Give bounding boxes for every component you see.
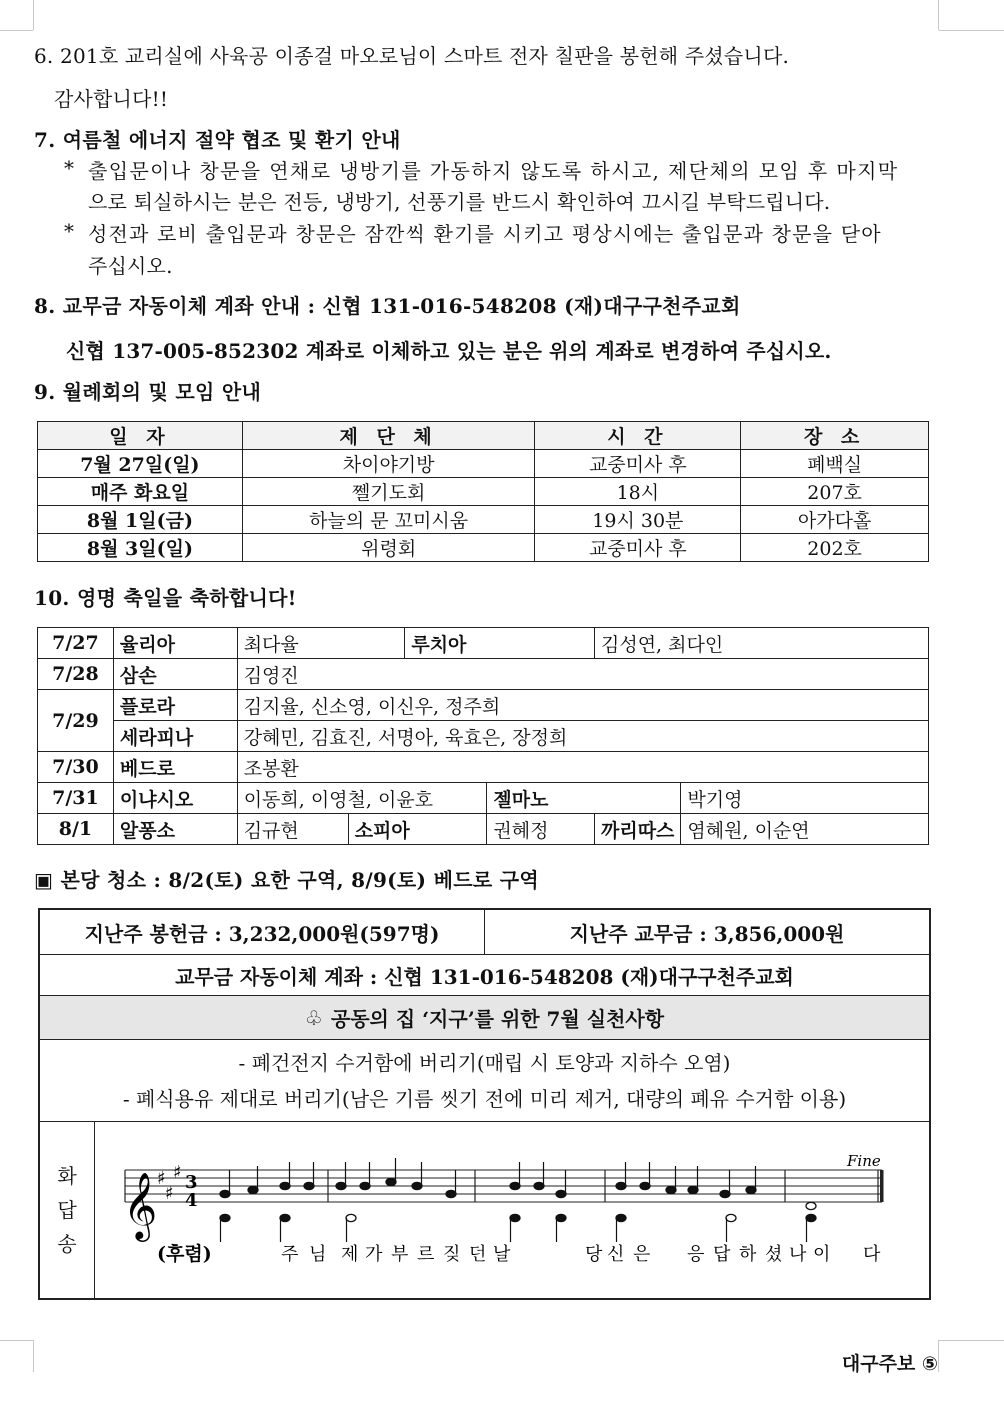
notice-6-line2: 감사합니다!!	[54, 87, 169, 111]
note-head	[446, 1190, 456, 1197]
psalm-row	[40, 1122, 929, 1298]
table-row	[38, 534, 929, 562]
lyric-syllable: 날	[493, 1244, 511, 1265]
note-head	[304, 1182, 314, 1189]
lyric-syllable: 제	[341, 1244, 359, 1265]
note-head	[220, 1214, 230, 1221]
notice-10-title: 10. 영명 축일을 축하합니다!	[34, 586, 297, 610]
note-head	[280, 1182, 290, 1189]
member-names: 김영진	[237, 659, 928, 690]
feast-date: 7/30	[38, 752, 114, 783]
note-head	[688, 1186, 698, 1193]
club-icon: ♧	[304, 1005, 323, 1030]
offering-row	[40, 910, 929, 955]
feast-date: 7/28	[38, 659, 114, 690]
psalm-label	[40, 1122, 95, 1298]
lyric-syllable: 가	[365, 1244, 383, 1265]
last-week-offering: 지난주 봉헌금 : 3,232,000원(597명)	[40, 910, 485, 954]
meeting-schedule-table	[37, 421, 929, 562]
note-head	[360, 1182, 370, 1189]
lyric-syllable: 님	[309, 1244, 327, 1265]
notice-9-title: 9. 월례회의 및 모임 안내	[34, 380, 262, 404]
crop-mark	[33, 1340, 34, 1372]
psalm-label-char: 답	[57, 1198, 77, 1222]
notice-6-line1: 6. 201호 교리실에 사육공 이종걸 마오로님이 스마트 전자 칠판을 봉헌해 주셨습니다.	[34, 44, 790, 68]
time-signature-bottom: 4	[185, 1190, 198, 1211]
col-header-place: 장 소	[741, 422, 929, 450]
practice-item-2: - 폐식용유 제대로 버리기(남은 기름 씻기 전에 미리 제거, 대량의 폐유 수거함 이용)	[122, 1086, 847, 1111]
lyric-syllable: 당	[585, 1244, 603, 1265]
note-head	[248, 1186, 258, 1193]
psalm-label-char: 화	[57, 1164, 77, 1188]
saint-name: 세라피나	[113, 721, 237, 752]
member-names: 김규현	[237, 814, 348, 845]
cell-place: 207호	[741, 478, 929, 506]
cell-time: 19시 30분	[535, 506, 741, 534]
feast-date: 7/31	[38, 783, 114, 814]
square-marker-icon: ▣	[34, 868, 54, 892]
treble-clef-icon: 𝄞	[123, 1171, 158, 1239]
saint-name: 알퐁소	[113, 814, 237, 845]
final-bar-line	[880, 1170, 884, 1202]
crop-mark	[33, 0, 34, 30]
lyrics	[281, 1243, 881, 1265]
feast-date: 7/27	[38, 628, 114, 659]
notice-8-line2: 신협 137-005-852302 계좌로 이체하고 있는 분은 위의 계좌로 변경하여 주십시오.	[66, 339, 832, 363]
lyric-syllable: 응	[687, 1244, 705, 1265]
cleaning-notice	[34, 864, 539, 893]
saint-name: 이냐시오	[113, 783, 237, 814]
lyric-syllable: 이	[813, 1244, 831, 1265]
note-head	[346, 1214, 356, 1221]
table-row	[38, 659, 929, 690]
lyric-syllable: 은	[633, 1244, 651, 1265]
table-row	[38, 783, 929, 814]
lyric-syllable: 신	[607, 1244, 625, 1265]
note-head	[336, 1182, 346, 1189]
bullet-marker: *	[64, 219, 74, 243]
psalm-score	[95, 1122, 929, 1298]
music-notes	[220, 1158, 816, 1242]
crop-mark	[938, 1340, 939, 1372]
table-row	[38, 450, 929, 478]
notice-7-bullet2-line1: 성전과 로비 출입문과 창문은 잠깐씩 환기를 시키고 평상시에는 출입문과 창문을 닫아	[88, 222, 882, 246]
practice-item-1: - 폐건전지 수거함에 버리기(매립 시 토양과 지하수 오염)	[238, 1050, 731, 1075]
cell-place: 202호	[741, 534, 929, 562]
table-row	[38, 814, 929, 845]
lyric-syllable: 나	[789, 1244, 807, 1265]
saint-name: 플로라	[113, 690, 237, 721]
notice-7-bullet2-line2: 주십시오.	[88, 254, 173, 278]
notice-7-title: 7. 여름철 에너지 절약 협조 및 환기 안내	[34, 128, 401, 152]
note-head	[806, 1214, 816, 1221]
feast-day-table	[37, 627, 929, 845]
saint-name: 율리아	[113, 628, 237, 659]
note-head	[746, 1186, 756, 1193]
note-head	[220, 1190, 230, 1197]
note-head	[386, 1178, 396, 1185]
note-head	[534, 1182, 544, 1189]
crop-mark	[0, 1340, 33, 1341]
table-header-row	[38, 422, 929, 450]
note-head	[720, 1190, 730, 1197]
cell-date: 매주 화요일	[38, 478, 243, 506]
lyric-syllable: 다	[863, 1244, 881, 1265]
table-row	[38, 752, 929, 783]
sharp-icon: ♯	[173, 1162, 182, 1183]
lyric-syllable: 셨	[765, 1244, 783, 1265]
saint-name: 소피아	[348, 814, 487, 845]
member-names: 권혜정	[487, 814, 595, 845]
member-names: 김지율, 신소영, 이신우, 정주희	[237, 690, 928, 721]
table-row	[38, 506, 929, 534]
member-names: 박기영	[681, 783, 929, 814]
cleaning-text: 본당 청소 : 8/2(토) 요한 구역, 8/9(토) 베드로 구역	[60, 868, 539, 892]
notice-7-bullet1-line1: 출입문이나 창문을 연채로 냉방기를 가동하지 않도록 하시고, 제단체의 모임 후 마지막	[88, 159, 899, 183]
cell-group: 쩰기도회	[242, 478, 535, 506]
cell-time: 18시	[535, 478, 741, 506]
cell-group: 하늘의 문 꼬미시움	[242, 506, 535, 534]
crop-mark	[939, 30, 1004, 31]
col-header-group: 제 단 체	[242, 422, 535, 450]
lyric-syllable: 르	[417, 1244, 435, 1265]
lyric-syllable: 답	[713, 1244, 731, 1265]
saint-name: 삼손	[113, 659, 237, 690]
notice-8-title: 8. 교무금 자동이체 계좌 안내 : 신협 131-016-548208 (재)대구구천주교회	[34, 294, 741, 318]
member-names: 김성연, 최다인	[595, 628, 929, 659]
psalm-label-char: 송	[57, 1232, 77, 1256]
staff-lines	[125, 1170, 882, 1202]
crop-mark	[938, 0, 939, 30]
refrain-label: (후렴)	[157, 1243, 212, 1265]
note-head	[616, 1214, 626, 1221]
bullet-marker: *	[64, 156, 74, 180]
practice-title-row	[40, 996, 929, 1040]
lyric-syllable: 주	[281, 1244, 299, 1265]
cell-place: 폐백실	[741, 450, 929, 478]
lyric-syllable: 부	[391, 1244, 409, 1265]
member-names: 최다율	[237, 628, 405, 659]
feast-date: 7/29	[38, 690, 114, 752]
member-names: 조봉환	[237, 752, 928, 783]
saint-name: 루치아	[405, 628, 595, 659]
note-head	[510, 1182, 520, 1189]
member-names: 강혜민, 김효진, 서명아, 육효은, 장정희	[237, 721, 928, 752]
music-staff	[95, 1122, 930, 1298]
col-header-time: 시 간	[535, 422, 741, 450]
note-head	[616, 1182, 626, 1189]
member-names: 이동희, 이영철, 이윤호	[237, 783, 487, 814]
member-names: 염혜원, 이순연	[681, 814, 929, 845]
crop-mark	[0, 30, 33, 31]
lyric-syllable: 던	[469, 1244, 487, 1265]
lyric-syllable: 하	[739, 1244, 757, 1265]
cell-time: 교중미사 후	[535, 534, 741, 562]
note-head	[640, 1182, 650, 1189]
feast-date: 8/1	[38, 814, 114, 845]
sharp-icon: ♯	[165, 1183, 174, 1204]
note-head	[280, 1214, 290, 1221]
note-head	[556, 1214, 566, 1221]
notice-7-bullet1-line2: 으로 퇴실하시는 분은 전등, 냉방기, 선풍기를 반드시 확인하여 끄시길 부탁드립니다.	[88, 190, 831, 214]
account-row: 교무금 자동이체 계좌 : 신협 131-016-548208 (재)대구구천주교회	[40, 955, 929, 996]
fine-mark: Fine	[847, 1152, 881, 1170]
practice-title: 공동의 집 ‘지구’를 위한 7월 실천사항	[330, 1007, 665, 1031]
cell-group: 차이야기방	[242, 450, 535, 478]
cell-date: 7월 27일(일)	[38, 450, 243, 478]
table-row	[38, 478, 929, 506]
time-signature-top: 3	[185, 1172, 198, 1193]
crop-mark	[939, 1340, 1004, 1341]
cell-date: 8월 3일(일)	[38, 534, 243, 562]
practice-list	[40, 1040, 929, 1122]
saint-name: 베드로	[113, 752, 237, 783]
note-head	[726, 1214, 736, 1221]
table-row	[38, 628, 929, 659]
note-head	[666, 1186, 676, 1193]
sharp-icon: ♯	[157, 1168, 166, 1189]
info-box	[38, 908, 931, 1300]
cell-date: 8월 1일(금)	[38, 506, 243, 534]
col-header-date: 일 자	[38, 422, 243, 450]
lyric-syllable: 짖	[443, 1244, 461, 1265]
note-head	[806, 1202, 816, 1209]
note-head	[556, 1190, 566, 1197]
cell-group: 위령회	[242, 534, 535, 562]
saint-name: 젤마노	[487, 783, 681, 814]
last-week-dues: 지난주 교무금 : 3,856,000원	[569, 921, 845, 946]
page-footer: 대구주보 ⑤	[841, 1353, 938, 1375]
table-row	[38, 721, 929, 752]
note-head	[412, 1182, 422, 1189]
table-row	[38, 690, 929, 721]
saint-name: 까리따스	[595, 814, 681, 845]
cell-time: 교중미사 후	[535, 450, 741, 478]
note-head	[510, 1214, 520, 1221]
cell-place: 아가다홀	[741, 506, 929, 534]
